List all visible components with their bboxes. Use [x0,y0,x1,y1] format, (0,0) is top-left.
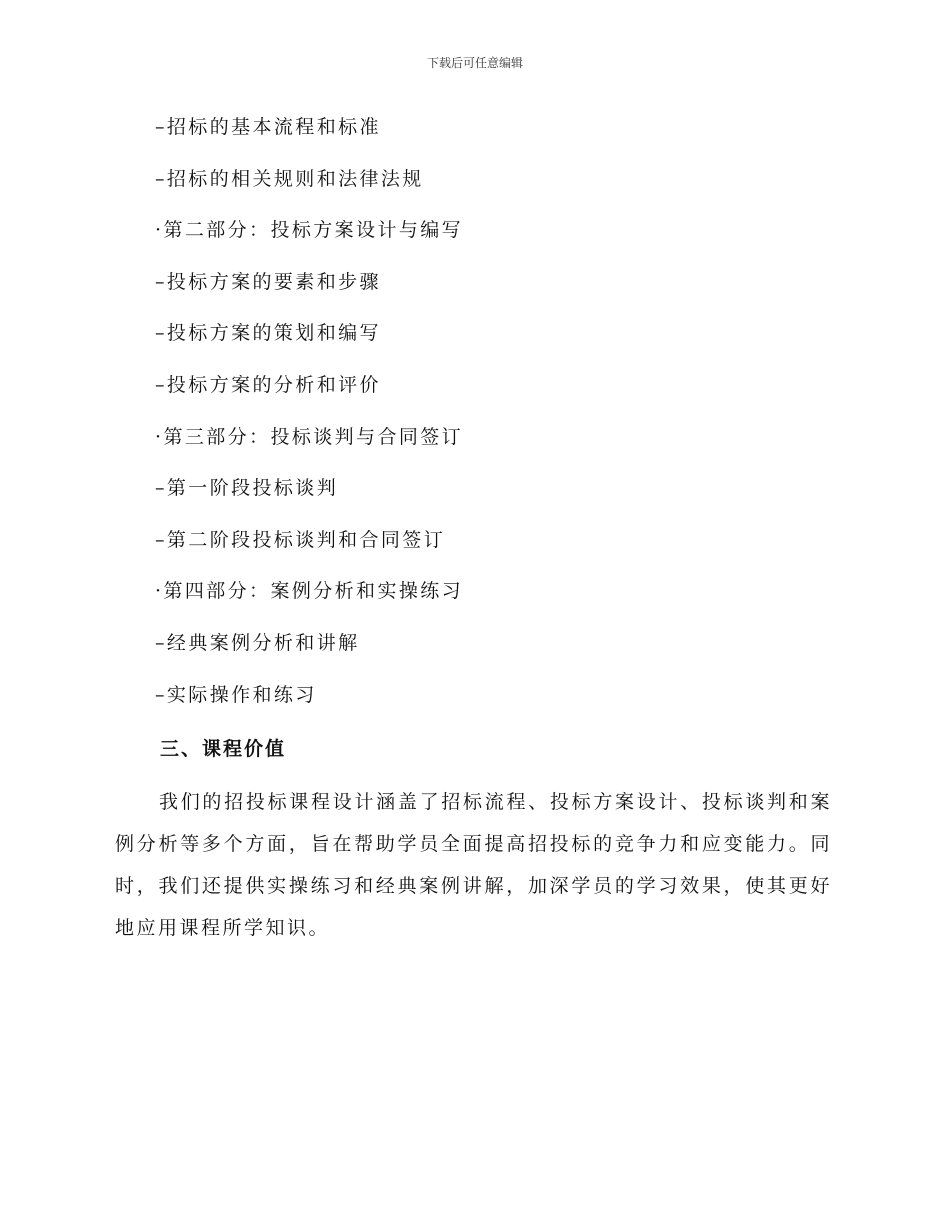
outline-item: –投标方案的分析和评价 [155,373,381,396]
outline-item: –实际操作和练习 [155,683,317,706]
page-header: 下载后可任意编辑 [426,56,523,70]
outline-item: –第一阶段投标谈判 [155,477,339,500]
outline-item: –第二阶段投标谈判和合同签订 [155,528,446,551]
outline-item: ·第四部分：案例分析和实操练习 [155,580,464,603]
outline-item: –投标方案的策划和编写 [155,322,381,345]
section-heading: 三、课程价值 [160,738,287,760]
outline-item: ·第三部分：投标谈判与合同签订 [155,425,464,448]
outline-item: ·第二部分：投标方案设计与编写 [155,219,464,242]
outline-item: –经典案例分析和讲解 [155,631,360,654]
outline-list [155,112,463,731]
outline-item: –招标的基本流程和标准 [155,116,381,138]
outline-item: –投标方案的要素和步骤 [155,270,381,293]
body-paragraph: 我们的招投标课程设计涵盖了招标流程、投标方案设计、投标谈判和案例分析等多个方面，旨在帮助学员全面提高招投标的竞争力和应变能力。同时，我们还提供实操练习和经典案例讲解，加深学员的学习效果，使其更好地应用课程所学知识。 [115,791,832,939]
outline-item: –招标的相关规则和法律法规 [155,167,424,190]
